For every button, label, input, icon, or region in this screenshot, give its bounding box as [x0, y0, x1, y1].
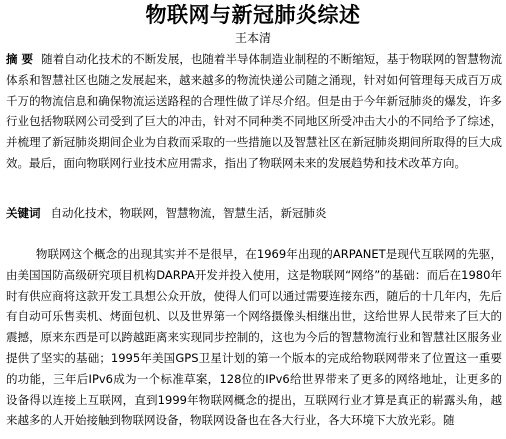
paper-title: 物联网与新冠肺炎综述 [145, 3, 361, 27]
abstract-label: 摘 要 [6, 52, 34, 66]
body-paragraph: 物联网这个概念的出现其实并不是很早，在1969年出现的ARPANET是现代互联网的先驱，由美国国防高级研究项目机构DARPA开发并投入使用，这是物联网“网络”的基础：而后在1980年时有供应商将这款开发工具想公众开放，使得人们可以通过需要连接东西，随后的十几年内，先后有自动可乐售卖机、烤面包机、以及世界第一个网络摄像头相继出世，这给世界人民带来了巨大的震撼，原来东西是可以跨越距离来实现同步控制的，这也为今后的智慧物流行业和智慧社区服务业提供了坚实的基础；1995年美国GPS卫星计划的第一个版本的完成给物联网带来了位置这一重要的功能，三年后IPv6成为一个标准草案，128位的IPv6给世界带来了更多的网络地址，让更多的设备得以连接上互联网，直到1999年物联网概念的提出，互联网行业才算是真正的崭露头角，越来越多的人开始接触到物联网设备，物联网设备也在各大行业，各大环境下大放光彩。随 [6, 247, 502, 428]
abstract-section [6, 49, 502, 174]
abstract-text: 随着自动化技术的不断发展，也随着半导体制造业制程的不断缩短，基于物联网的智慧物流体系和智慧社区也随之发展起来，越来越多的物流快递公司随之涌现，针对如何管理每天成百万成千万的物流信息和确保物流运送路程的合理性做了详尽介绍。但是由于今年新冠肺炎的爆发，许多行业包括物联网公司受到了巨大的冲击，针对不同种类不同地区所受冲击大小的不同给予了综述，并梳理了新冠肺炎期间企业为自救而采取的一些措施以及智慧社区在新冠肺炎期间所取得的巨大成效。最后，面向物联网行业技术应用需求，指出了物联网未来的发展趋势和技术改革方向。 [6, 52, 502, 170]
keywords-section [6, 203, 502, 223]
author-name: 王本清 [234, 31, 271, 45]
keywords-text: 自动化技术，物联网，智慧物流，智慧生活，新冠肺炎 [50, 206, 327, 220]
keywords-label: 关键词 [6, 206, 41, 220]
